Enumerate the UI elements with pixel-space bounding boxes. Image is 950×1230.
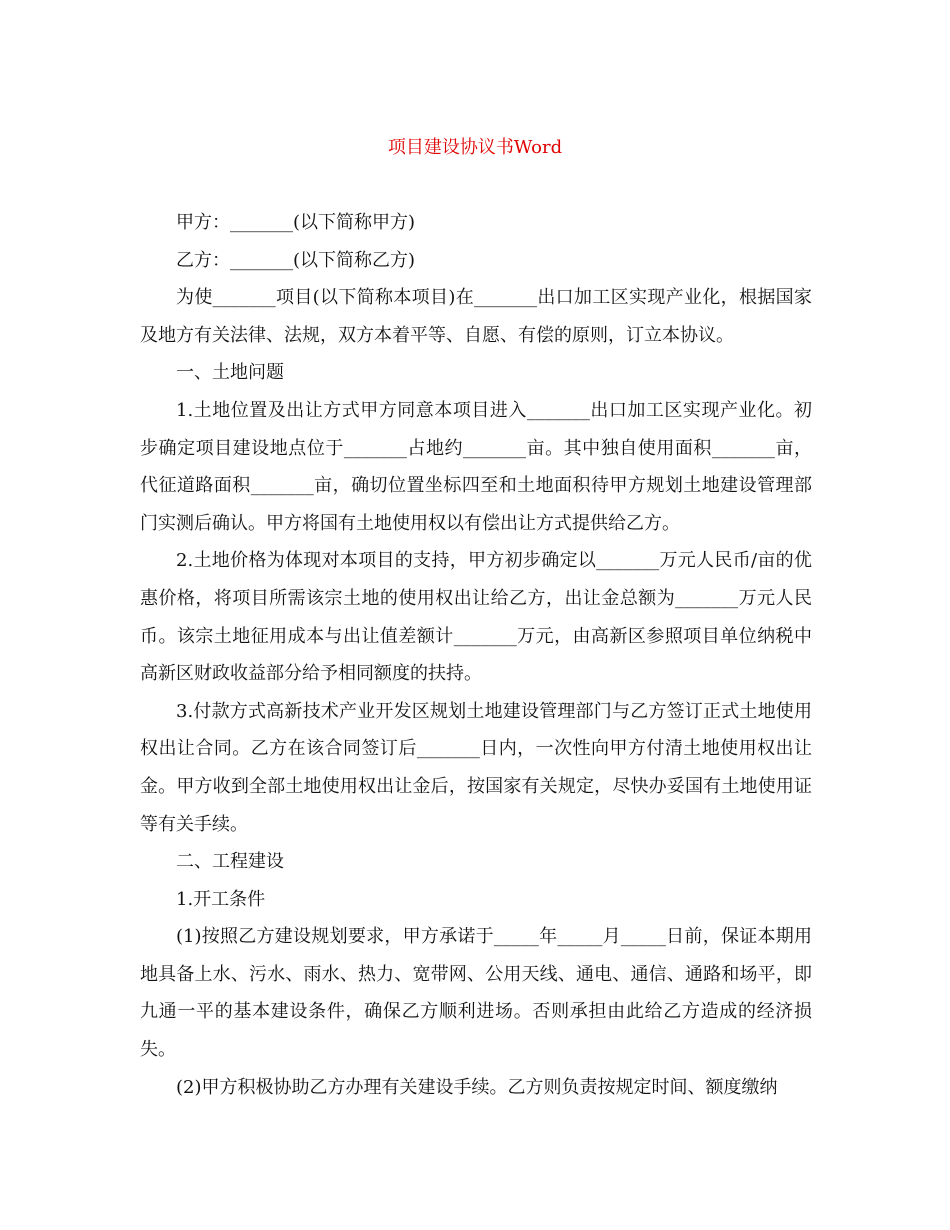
section-heading-construction: 二、工程建设 xyxy=(176,851,284,873)
section-heading-land: 一、土地问题 xyxy=(176,362,284,384)
condition-2-paragraph: (2)甲方积极协助乙方办理有关建设手续。乙方则负责按规定时间、额度缴纳 xyxy=(176,1076,778,1098)
document-title: 项目建设协议书Word xyxy=(387,137,563,158)
party-b-line: 乙方：_______(以下简称乙方) xyxy=(176,249,416,271)
party-a-line: 甲方：_______(以下简称甲方) xyxy=(176,212,416,233)
subheading-start-conditions: 1.开工条件 xyxy=(176,888,266,910)
preamble-paragraph: 为使_______项目(以下简称本项目)在_______出口加工区实现产业化，根据国家及地方有关法律、法规，双方本着平等、自愿、有偿的原则，订立本协议。 xyxy=(140,287,812,346)
document-body xyxy=(140,204,812,1106)
land-price-paragraph: 2.土地价格为体现对本项目的支持，甲方初步确定以_______万元人民币/亩的优惠价格，将项目所需该宗土地的使用权出让给乙方，出让金总额为_______万元人民币。该宗土地征用成本与出让值差额计_______万元，由高新区参照项目单位纳税中高新区财政收益部分给予相同额度的扶持。 xyxy=(140,550,812,685)
payment-paragraph: 3.付款方式高新技术产业开发区规划土地建设管理部门与乙方签订正式土地使用权出让合同。乙方在该合同签订后_______日内，一次性向甲方付清土地使用权出让金。甲方收到全部土地使用权出让金后，按国家有关规定，尽快办妥国有土地使用证等有关手续。 xyxy=(140,700,812,835)
land-location-paragraph: 1.土地位置及出让方式甲方同意本项目进入_______出口加工区实现产业化。初步确定项目建设地点位于_______占地约_______亩。其中独自使用面积_______亩，代征道路面积_______亩，确切位置坐标四至和土地面积待甲方规划土地建设管理部门实测后确认。甲方将国有土地使用权以有偿出让方式提供给乙方。 xyxy=(140,399,812,534)
condition-1-paragraph: (1)按照乙方建设规划要求，甲方承诺于_____年_____月_____日前，保证本期用地具备上水、污水、雨水、热力、宽带网、公用天线、通电、通信、通路和场平，即九通一平的基本建设条件，确保乙方顺利进场。否则承担由此给乙方造成的经济损失。 xyxy=(140,926,812,1061)
